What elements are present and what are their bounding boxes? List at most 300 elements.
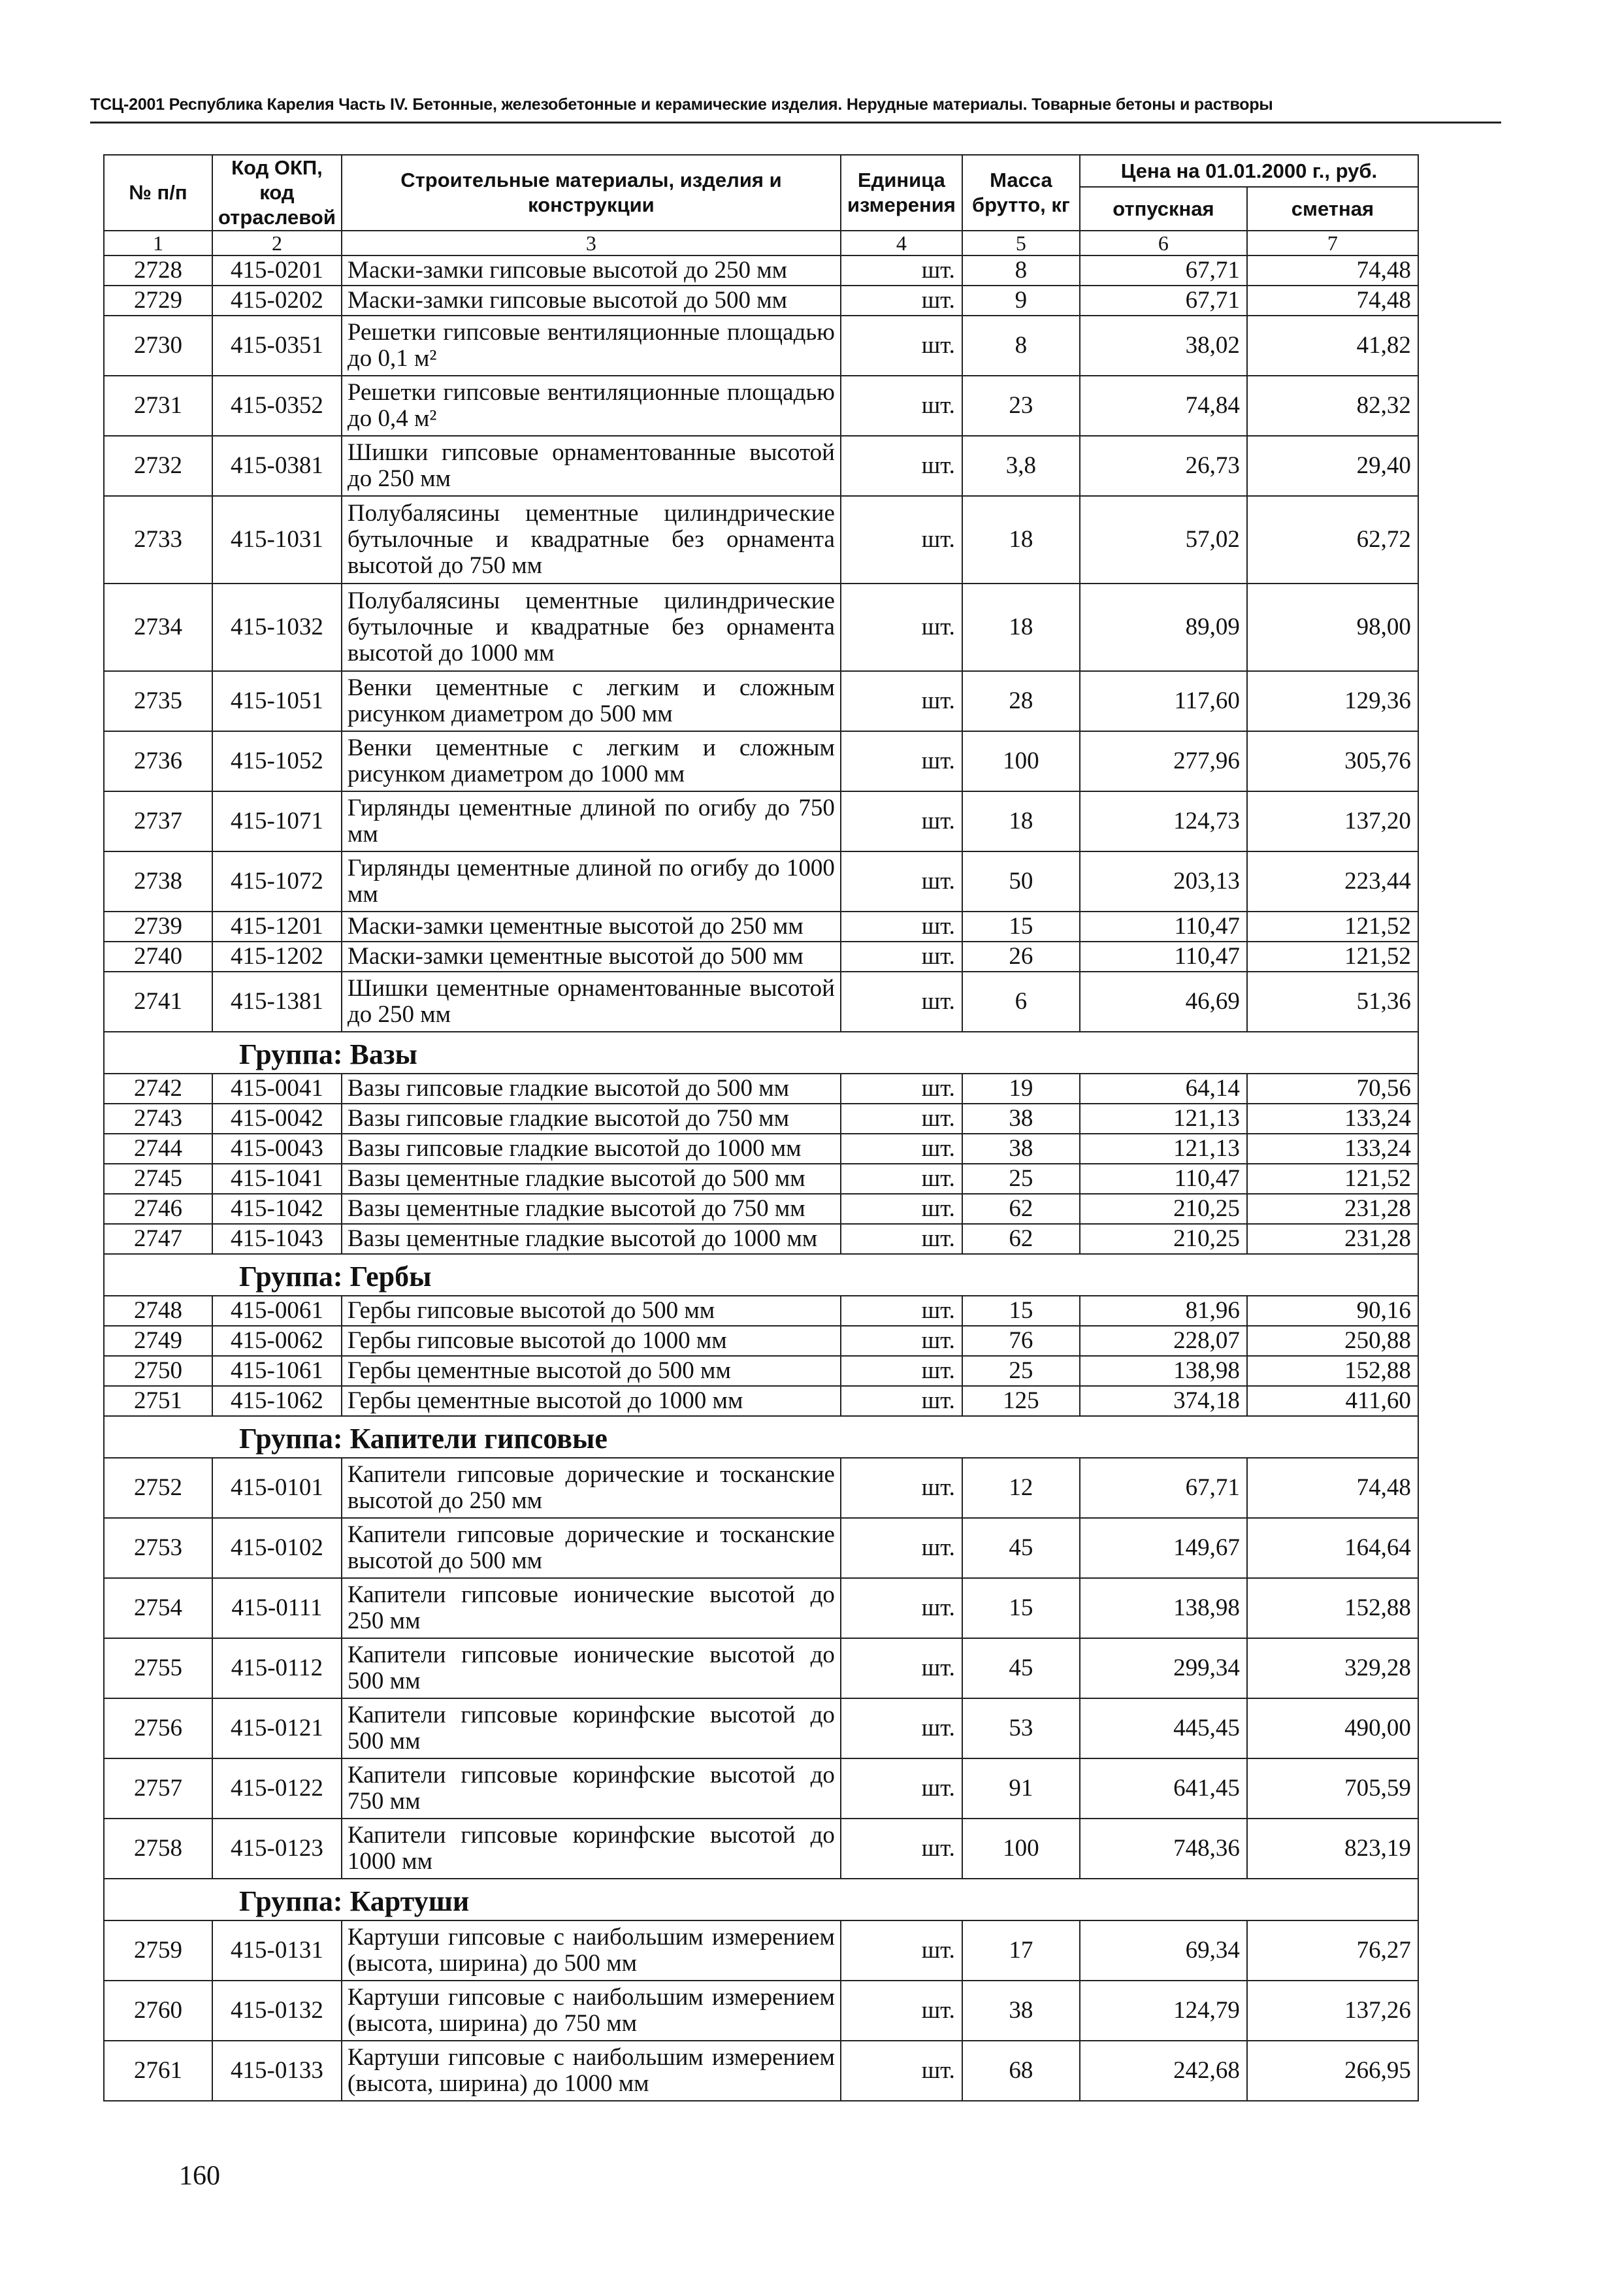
- okp-code: 415-0102: [212, 1518, 342, 1578]
- unit-of-measure: шт.: [841, 1194, 962, 1224]
- row-number: 2756: [104, 1698, 212, 1758]
- gross-mass: 50: [962, 851, 1080, 912]
- material-name: Вазы цементные гладкие высотой до 750 мм: [342, 1194, 841, 1224]
- column-number: 4: [841, 231, 962, 255]
- material-name: Картуши гипсовые с наибольшим измерением (высота, ширина) до 750 мм: [342, 1981, 841, 2041]
- table-row: [104, 1758, 1418, 1819]
- okp-code: 415-0133: [212, 2041, 342, 2101]
- row-number: 2739: [104, 912, 212, 942]
- gross-mass: 9: [962, 286, 1080, 316]
- estimate-price: 250,88: [1247, 1326, 1418, 1356]
- estimate-price: 121,52: [1247, 912, 1418, 942]
- release-price: 89,09: [1080, 584, 1247, 671]
- release-price: 374,18: [1080, 1386, 1247, 1416]
- estimate-price: 129,36: [1247, 671, 1418, 731]
- material-name: Полубалясины цементные цилиндрические бутылочные и квадратные без орнамента высотой до 1000 мм: [342, 584, 841, 671]
- release-price: 81,96: [1080, 1296, 1247, 1326]
- table-row: [104, 1578, 1418, 1638]
- row-number: 2731: [104, 376, 212, 436]
- material-name: Капители гипсовые ионические высотой до 250 мм: [342, 1578, 841, 1638]
- release-price: 124,79: [1080, 1981, 1247, 2041]
- gross-mass: 8: [962, 316, 1080, 376]
- release-price: 138,98: [1080, 1356, 1247, 1386]
- table-row: [104, 1134, 1418, 1164]
- release-price: 445,45: [1080, 1698, 1247, 1758]
- unit-of-measure: шт.: [841, 1920, 962, 1981]
- gross-mass: 100: [962, 1819, 1080, 1879]
- material-name: Гирлянды цементные длиной по огибу до 750 мм: [342, 791, 841, 851]
- material-name: Маски-замки цементные высотой до 250 мм: [342, 912, 841, 942]
- unit-of-measure: шт.: [841, 1518, 962, 1578]
- row-number: 2737: [104, 791, 212, 851]
- row-number: 2753: [104, 1518, 212, 1578]
- estimate-price: 305,76: [1247, 731, 1418, 791]
- material-name: Капители гипсовые коринфские высотой до 500 мм: [342, 1698, 841, 1758]
- gross-mass: 28: [962, 671, 1080, 731]
- unit-of-measure: шт.: [841, 2041, 962, 2101]
- row-number: 2752: [104, 1458, 212, 1518]
- okp-code: 415-0043: [212, 1134, 342, 1164]
- okp-code: 415-0042: [212, 1104, 342, 1134]
- estimate-price: 152,88: [1247, 1356, 1418, 1386]
- group-heading-row: [104, 1879, 1418, 1920]
- header-price-estimate: сметная: [1247, 187, 1418, 231]
- release-price: 228,07: [1080, 1326, 1247, 1356]
- unit-of-measure: шт.: [841, 1356, 962, 1386]
- gross-mass: 18: [962, 584, 1080, 671]
- estimate-price: 82,32: [1247, 376, 1418, 436]
- row-number: 2743: [104, 1104, 212, 1134]
- material-name: Вазы гипсовые гладкие высотой до 500 мм: [342, 1074, 841, 1104]
- okp-code: 415-0062: [212, 1326, 342, 1356]
- table-row: [104, 1458, 1418, 1518]
- estimate-price: 137,20: [1247, 791, 1418, 851]
- okp-code: 415-1381: [212, 972, 342, 1032]
- estimate-price: 490,00: [1247, 1698, 1418, 1758]
- okp-code: 415-1041: [212, 1164, 342, 1194]
- row-number: 2748: [104, 1296, 212, 1326]
- gross-mass: 26: [962, 942, 1080, 972]
- material-name: Капители гипсовые коринфские высотой до 1000 мм: [342, 1819, 841, 1879]
- table-row: [104, 255, 1418, 286]
- release-price: 26,73: [1080, 436, 1247, 496]
- okp-code: 415-0101: [212, 1458, 342, 1518]
- material-name: Картуши гипсовые с наибольшим измерением (высота, ширина) до 1000 мм: [342, 2041, 841, 2101]
- unit-of-measure: шт.: [841, 791, 962, 851]
- unit-of-measure: шт.: [841, 1386, 962, 1416]
- row-number: 2729: [104, 286, 212, 316]
- table-row: [104, 1518, 1418, 1578]
- group-title: Группа: Гербы: [104, 1254, 1418, 1296]
- okp-code: 415-0061: [212, 1296, 342, 1326]
- table-row: [104, 851, 1418, 912]
- release-price: 210,25: [1080, 1194, 1247, 1224]
- estimate-price: 29,40: [1247, 436, 1418, 496]
- material-name: Решетки гипсовые вентиляционные площадью до 0,4 м²: [342, 376, 841, 436]
- gross-mass: 53: [962, 1698, 1080, 1758]
- estimate-price: 90,16: [1247, 1296, 1418, 1326]
- gross-mass: 12: [962, 1458, 1080, 1518]
- okp-code: 415-1062: [212, 1386, 342, 1416]
- table-row: [104, 1386, 1418, 1416]
- gross-mass: 23: [962, 376, 1080, 436]
- material-name: Гербы цементные высотой до 1000 мм: [342, 1386, 841, 1416]
- gross-mass: 45: [962, 1638, 1080, 1698]
- row-number: 2738: [104, 851, 212, 912]
- okp-code: 415-0381: [212, 436, 342, 496]
- row-number: 2730: [104, 316, 212, 376]
- okp-code: 415-0122: [212, 1758, 342, 1819]
- table-row: [104, 1164, 1418, 1194]
- okp-code: 415-1052: [212, 731, 342, 791]
- table-row: [104, 2041, 1418, 2101]
- estimate-price: 76,27: [1247, 1920, 1418, 1981]
- material-name: Капители гипсовые ионические высотой до 500 мм: [342, 1638, 841, 1698]
- estimate-price: 62,72: [1247, 496, 1418, 584]
- row-number: 2734: [104, 584, 212, 671]
- unit-of-measure: шт.: [841, 1698, 962, 1758]
- estimate-price: 152,88: [1247, 1578, 1418, 1638]
- estimate-price: 41,82: [1247, 316, 1418, 376]
- release-price: 64,14: [1080, 1074, 1247, 1104]
- unit-of-measure: шт.: [841, 942, 962, 972]
- unit-of-measure: шт.: [841, 972, 962, 1032]
- estimate-price: 51,36: [1247, 972, 1418, 1032]
- header-mass: Масса брутто, кг: [962, 155, 1080, 231]
- okp-code: 415-1072: [212, 851, 342, 912]
- release-price: 121,13: [1080, 1134, 1247, 1164]
- row-number: 2761: [104, 2041, 212, 2101]
- row-number: 2755: [104, 1638, 212, 1698]
- estimate-price: 98,00: [1247, 584, 1418, 671]
- gross-mass: 38: [962, 1104, 1080, 1134]
- group-title: Группа: Капители гипсовые: [104, 1416, 1418, 1458]
- unit-of-measure: шт.: [841, 1134, 962, 1164]
- header-name: Строительные материалы, изделия и конструкции: [342, 155, 841, 231]
- header-unit: Единица измерения: [841, 155, 962, 231]
- estimate-price: 164,64: [1247, 1518, 1418, 1578]
- material-name: Маски-замки цементные высотой до 500 мм: [342, 942, 841, 972]
- column-number: 3: [342, 231, 841, 255]
- gross-mass: 62: [962, 1194, 1080, 1224]
- unit-of-measure: шт.: [841, 436, 962, 496]
- estimate-price: 223,44: [1247, 851, 1418, 912]
- estimate-price: 70,56: [1247, 1074, 1418, 1104]
- material-name: Шишки гипсовые орнаментованные высотой до 250 мм: [342, 436, 841, 496]
- row-number: 2740: [104, 942, 212, 972]
- release-price: 110,47: [1080, 1164, 1247, 1194]
- row-number: 2733: [104, 496, 212, 584]
- table-row: [104, 1920, 1418, 1981]
- material-name: Полубалясины цементные цилиндрические бутылочные и квадратные без орнамента высотой до 750 мм: [342, 496, 841, 584]
- okp-code: 415-0121: [212, 1698, 342, 1758]
- release-price: 67,71: [1080, 286, 1247, 316]
- unit-of-measure: шт.: [841, 316, 962, 376]
- gross-mass: 91: [962, 1758, 1080, 1819]
- table-row: [104, 1326, 1418, 1356]
- release-price: 138,98: [1080, 1578, 1247, 1638]
- gross-mass: 18: [962, 496, 1080, 584]
- table-row: [104, 1981, 1418, 2041]
- material-name: Капители гипсовые дорические и тосканские высотой до 500 мм: [342, 1518, 841, 1578]
- gross-mass: 15: [962, 1578, 1080, 1638]
- estimate-price: 231,28: [1247, 1194, 1418, 1224]
- gross-mass: 3,8: [962, 436, 1080, 496]
- gross-mass: 38: [962, 1981, 1080, 2041]
- row-number: 2744: [104, 1134, 212, 1164]
- table-row: [104, 436, 1418, 496]
- material-name: Гербы цементные высотой до 500 мм: [342, 1356, 841, 1386]
- material-name: Вазы цементные гладкие высотой до 1000 мм: [342, 1224, 841, 1254]
- gross-mass: 15: [962, 1296, 1080, 1326]
- release-price: 38,02: [1080, 316, 1247, 376]
- price-table: [103, 154, 1419, 2101]
- row-number: 2759: [104, 1920, 212, 1981]
- estimate-price: 823,19: [1247, 1819, 1418, 1879]
- estimate-price: 74,48: [1247, 1458, 1418, 1518]
- estimate-price: 121,52: [1247, 942, 1418, 972]
- row-number: 2745: [104, 1164, 212, 1194]
- group-title: Группа: Картуши: [104, 1879, 1418, 1920]
- unit-of-measure: шт.: [841, 851, 962, 912]
- okp-code: 415-0352: [212, 376, 342, 436]
- okp-code: 415-1071: [212, 791, 342, 851]
- table-row: [104, 584, 1418, 671]
- estimate-price: 121,52: [1247, 1164, 1418, 1194]
- material-name: Маски-замки гипсовые высотой до 500 мм: [342, 286, 841, 316]
- row-number: 2751: [104, 1386, 212, 1416]
- release-price: 67,71: [1080, 1458, 1247, 1518]
- table-row: [104, 1296, 1418, 1326]
- material-name: Вазы цементные гладкие высотой до 500 мм: [342, 1164, 841, 1194]
- gross-mass: 18: [962, 791, 1080, 851]
- release-price: 748,36: [1080, 1819, 1247, 1879]
- unit-of-measure: шт.: [841, 731, 962, 791]
- row-number: 2749: [104, 1326, 212, 1356]
- estimate-price: 74,48: [1247, 255, 1418, 286]
- material-name: Венки цементные с легким и сложным рисунком диаметром до 500 мм: [342, 671, 841, 731]
- table-row: [104, 731, 1418, 791]
- okp-code: 415-0351: [212, 316, 342, 376]
- okp-code: 415-1032: [212, 584, 342, 671]
- estimate-price: 411,60: [1247, 1386, 1418, 1416]
- unit-of-measure: шт.: [841, 1296, 962, 1326]
- row-number: 2758: [104, 1819, 212, 1879]
- table-row: [104, 1194, 1418, 1224]
- table-row: [104, 972, 1418, 1032]
- running-header: ТСЦ-2001 Республика Карелия Часть IV. Бетонные, железобетонные и керамические изделия. Нерудные материалы. Товарные бетоны и растворы: [90, 95, 1273, 114]
- gross-mass: 125: [962, 1386, 1080, 1416]
- okp-code: 415-0131: [212, 1920, 342, 1981]
- release-price: 121,13: [1080, 1104, 1247, 1134]
- table-row: [104, 1074, 1418, 1104]
- table-row: [104, 791, 1418, 851]
- group-heading-row: [104, 1032, 1418, 1074]
- row-number: 2760: [104, 1981, 212, 2041]
- okp-code: 415-1031: [212, 496, 342, 584]
- unit-of-measure: шт.: [841, 1326, 962, 1356]
- material-name: Гербы гипсовые высотой до 500 мм: [342, 1296, 841, 1326]
- unit-of-measure: шт.: [841, 1104, 962, 1134]
- column-number: 1: [104, 231, 212, 255]
- unit-of-measure: шт.: [841, 671, 962, 731]
- gross-mass: 6: [962, 972, 1080, 1032]
- row-number: 2728: [104, 255, 212, 286]
- estimate-price: 137,26: [1247, 1981, 1418, 2041]
- estimate-price: 74,48: [1247, 286, 1418, 316]
- estimate-price: 705,59: [1247, 1758, 1418, 1819]
- page-number: 160: [179, 2161, 220, 2191]
- release-price: 277,96: [1080, 731, 1247, 791]
- material-name: Венки цементные с легким и сложным рисунком диаметром до 1000 мм: [342, 731, 841, 791]
- material-name: Гирлянды цементные длиной по огибу до 1000 мм: [342, 851, 841, 912]
- estimate-price: 266,95: [1247, 2041, 1418, 2101]
- estimate-price: 133,24: [1247, 1104, 1418, 1134]
- okp-code: 415-1201: [212, 912, 342, 942]
- gross-mass: 38: [962, 1134, 1080, 1164]
- unit-of-measure: шт.: [841, 1578, 962, 1638]
- gross-mass: 17: [962, 1920, 1080, 1981]
- column-number: 7: [1247, 231, 1418, 255]
- row-number: 2742: [104, 1074, 212, 1104]
- table-row: [104, 316, 1418, 376]
- row-number: 2736: [104, 731, 212, 791]
- row-number: 2750: [104, 1356, 212, 1386]
- gross-mass: 19: [962, 1074, 1080, 1104]
- gross-mass: 45: [962, 1518, 1080, 1578]
- release-price: 110,47: [1080, 912, 1247, 942]
- release-price: 242,68: [1080, 2041, 1247, 2101]
- gross-mass: 25: [962, 1356, 1080, 1386]
- table-row: [104, 671, 1418, 731]
- material-name: Гербы гипсовые высотой до 1000 мм: [342, 1326, 841, 1356]
- release-price: 46,69: [1080, 972, 1247, 1032]
- unit-of-measure: шт.: [841, 286, 962, 316]
- unit-of-measure: шт.: [841, 1981, 962, 2041]
- unit-of-measure: шт.: [841, 1164, 962, 1194]
- table-row: [104, 1819, 1418, 1879]
- release-price: 641,45: [1080, 1758, 1247, 1819]
- okp-code: 415-1202: [212, 942, 342, 972]
- okp-code: 415-0202: [212, 286, 342, 316]
- unit-of-measure: шт.: [841, 496, 962, 584]
- release-price: 124,73: [1080, 791, 1247, 851]
- table-row: [104, 1698, 1418, 1758]
- unit-of-measure: шт.: [841, 255, 962, 286]
- table-row: [104, 496, 1418, 584]
- okp-code: 415-1043: [212, 1224, 342, 1254]
- material-name: Капители гипсовые коринфские высотой до 750 мм: [342, 1758, 841, 1819]
- release-price: 203,13: [1080, 851, 1247, 912]
- material-name: Вазы гипсовые гладкие высотой до 750 мм: [342, 1104, 841, 1134]
- group-heading-row: [104, 1416, 1418, 1458]
- row-number: 2732: [104, 436, 212, 496]
- okp-code: 415-0132: [212, 1981, 342, 2041]
- release-price: 67,71: [1080, 255, 1247, 286]
- table-row: [104, 1224, 1418, 1254]
- gross-mass: 8: [962, 255, 1080, 286]
- material-name: Картуши гипсовые с наибольшим измерением (высота, ширина) до 500 мм: [342, 1920, 841, 1981]
- gross-mass: 62: [962, 1224, 1080, 1254]
- row-number: 2735: [104, 671, 212, 731]
- column-number: 5: [962, 231, 1080, 255]
- release-price: 57,02: [1080, 496, 1247, 584]
- unit-of-measure: шт.: [841, 1074, 962, 1104]
- row-number: 2746: [104, 1194, 212, 1224]
- material-name: Решетки гипсовые вентиляционные площадью до 0,1 м²: [342, 316, 841, 376]
- release-price: 69,34: [1080, 1920, 1247, 1981]
- header-num: № п/п: [104, 155, 212, 231]
- estimate-price: 133,24: [1247, 1134, 1418, 1164]
- okp-code: 415-1051: [212, 671, 342, 731]
- row-number: 2757: [104, 1758, 212, 1819]
- column-number: 2: [212, 231, 342, 255]
- gross-mass: 15: [962, 912, 1080, 942]
- group-heading-row: [104, 1254, 1418, 1296]
- release-price: 74,84: [1080, 376, 1247, 436]
- okp-code: 415-0111: [212, 1578, 342, 1638]
- column-number-row: [104, 231, 1418, 255]
- okp-code: 415-0123: [212, 1819, 342, 1879]
- unit-of-measure: шт.: [841, 1458, 962, 1518]
- okp-code: 415-0201: [212, 255, 342, 286]
- release-price: 117,60: [1080, 671, 1247, 731]
- material-name: Вазы гипсовые гладкие высотой до 1000 мм: [342, 1134, 841, 1164]
- table-row: [104, 942, 1418, 972]
- header-price-release: отпускная: [1080, 187, 1247, 231]
- estimate-price: 231,28: [1247, 1224, 1418, 1254]
- header-code: Код ОКП, код отраслевой: [212, 155, 342, 231]
- okp-code: 415-1061: [212, 1356, 342, 1386]
- header-price-group: Цена на 01.01.2000 г., руб.: [1080, 155, 1418, 187]
- release-price: 210,25: [1080, 1224, 1247, 1254]
- table-row: [104, 912, 1418, 942]
- release-price: 149,67: [1080, 1518, 1247, 1578]
- material-name: Шишки цементные орнаментованные высотой до 250 мм: [342, 972, 841, 1032]
- okp-code: 415-0112: [212, 1638, 342, 1698]
- unit-of-measure: шт.: [841, 584, 962, 671]
- row-number: 2754: [104, 1578, 212, 1638]
- unit-of-measure: шт.: [841, 912, 962, 942]
- row-number: 2747: [104, 1224, 212, 1254]
- material-name: Маски-замки гипсовые высотой до 250 мм: [342, 255, 841, 286]
- unit-of-measure: шт.: [841, 1224, 962, 1254]
- table-row: [104, 1356, 1418, 1386]
- header-rule: [90, 122, 1501, 124]
- gross-mass: 76: [962, 1326, 1080, 1356]
- group-title: Группа: Вазы: [104, 1032, 1418, 1074]
- unit-of-measure: шт.: [841, 1638, 962, 1698]
- release-price: 110,47: [1080, 942, 1247, 972]
- okp-code: 415-1042: [212, 1194, 342, 1224]
- table-row: [104, 1104, 1418, 1134]
- unit-of-measure: шт.: [841, 376, 962, 436]
- okp-code: 415-0041: [212, 1074, 342, 1104]
- table-row: [104, 1638, 1418, 1698]
- table-row: [104, 286, 1418, 316]
- unit-of-measure: шт.: [841, 1758, 962, 1819]
- gross-mass: 100: [962, 731, 1080, 791]
- table-body: [104, 255, 1418, 2101]
- column-number: 6: [1080, 231, 1247, 255]
- material-name: Капители гипсовые дорические и тосканские высотой до 250 мм: [342, 1458, 841, 1518]
- unit-of-measure: шт.: [841, 1819, 962, 1879]
- gross-mass: 68: [962, 2041, 1080, 2101]
- row-number: 2741: [104, 972, 212, 1032]
- gross-mass: 25: [962, 1164, 1080, 1194]
- estimate-price: 329,28: [1247, 1638, 1418, 1698]
- table-row: [104, 376, 1418, 436]
